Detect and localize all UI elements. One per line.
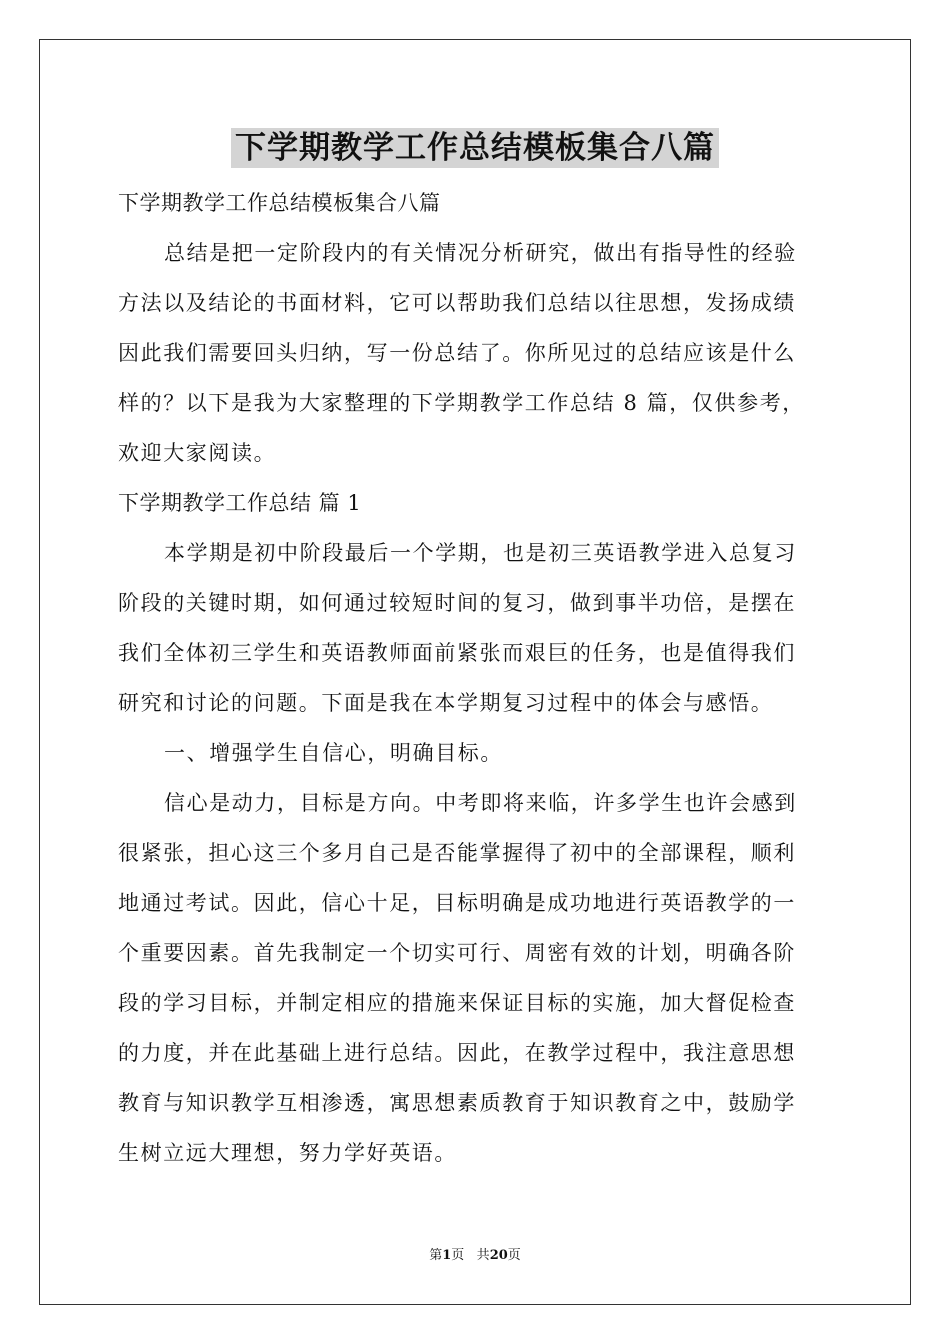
page-footer	[0, 1246, 950, 1266]
document-subtitle: 下学期教学工作总结模板集合八篇	[118, 191, 441, 215]
section-para1-line-3: 我们全体初三学生和英语教师面前紧张而艰巨的任务，也是值得我们	[118, 641, 796, 665]
document-title: 下学期教学工作总结模板集合八篇	[231, 128, 719, 168]
section-para1-line-2: 阶段的关键时期，如何通过较短时间的复习，做到事半功倍，是摆在	[118, 591, 796, 615]
section-para2-line-1: 信心是动力，目标是方向。中考即将来临，许多学生也许会感到	[164, 791, 797, 815]
intro-line-4: 样的？以下是我为大家整理的下学期教学工作总结 8 篇，仅供参考，	[118, 391, 805, 415]
title-wrap	[0, 128, 950, 168]
section-para2-line-4: 个重要因素。首先我制定一个切实可行、周密有效的计划，明确各阶	[118, 941, 796, 965]
intro-line-2: 方法以及结论的书面材料，它可以帮助我们总结以往思想，发扬成绩	[118, 291, 796, 315]
section-para2-line-5: 段的学习目标，并制定相应的措施来保证目标的实施，加大督促检查	[118, 991, 796, 1015]
section-para2-line-8: 生树立远大理想，努力学好英语。	[118, 1141, 457, 1165]
section-para1-line-4: 研究和讨论的问题。下面是我在本学期复习过程中的体会与感悟。	[118, 691, 774, 715]
section-para1-line-1: 本学期是初中阶段最后一个学期，也是初三英语教学进入总复习	[164, 541, 797, 565]
footer-total-prefix: 共	[476, 1248, 490, 1263]
section-para2-line-2: 很紧张，担心这三个多月自己是否能掌握得了初中的全部课程，顺利	[118, 841, 796, 865]
footer-prefix: 第	[429, 1248, 443, 1263]
footer-page-suffix: 页	[451, 1248, 465, 1263]
section-para2-line-3: 地通过考试。因此，信心十足，目标明确是成功地进行英语教学的一	[118, 891, 796, 915]
intro-line-5: 欢迎大家阅读。	[118, 441, 277, 465]
document-body	[118, 178, 838, 1178]
section-para2-line-7: 教育与知识教学互相渗透，寓思想素质教育于知识教育之中，鼓励学	[118, 1091, 796, 1115]
intro-line-3: 因此我们需要回头归纳，写一份总结了。你所见过的总结应该是什么	[118, 341, 796, 365]
footer-total-suffix: 页	[507, 1248, 521, 1263]
intro-line-1: 总结是把一定阶段内的有关情况分析研究，做出有指导性的经验	[164, 241, 797, 265]
footer-total-pages: 20	[489, 1248, 508, 1263]
section-heading: 下学期教学工作总结 篇 1	[118, 491, 362, 515]
section-para2-line-6: 的力度，并在此基础上进行总结。因此，在教学过程中，我注意思想	[118, 1041, 796, 1065]
footer-page-number: 1	[442, 1248, 452, 1263]
point-heading: 一、增强学生自信心，明确目标。	[164, 741, 503, 765]
